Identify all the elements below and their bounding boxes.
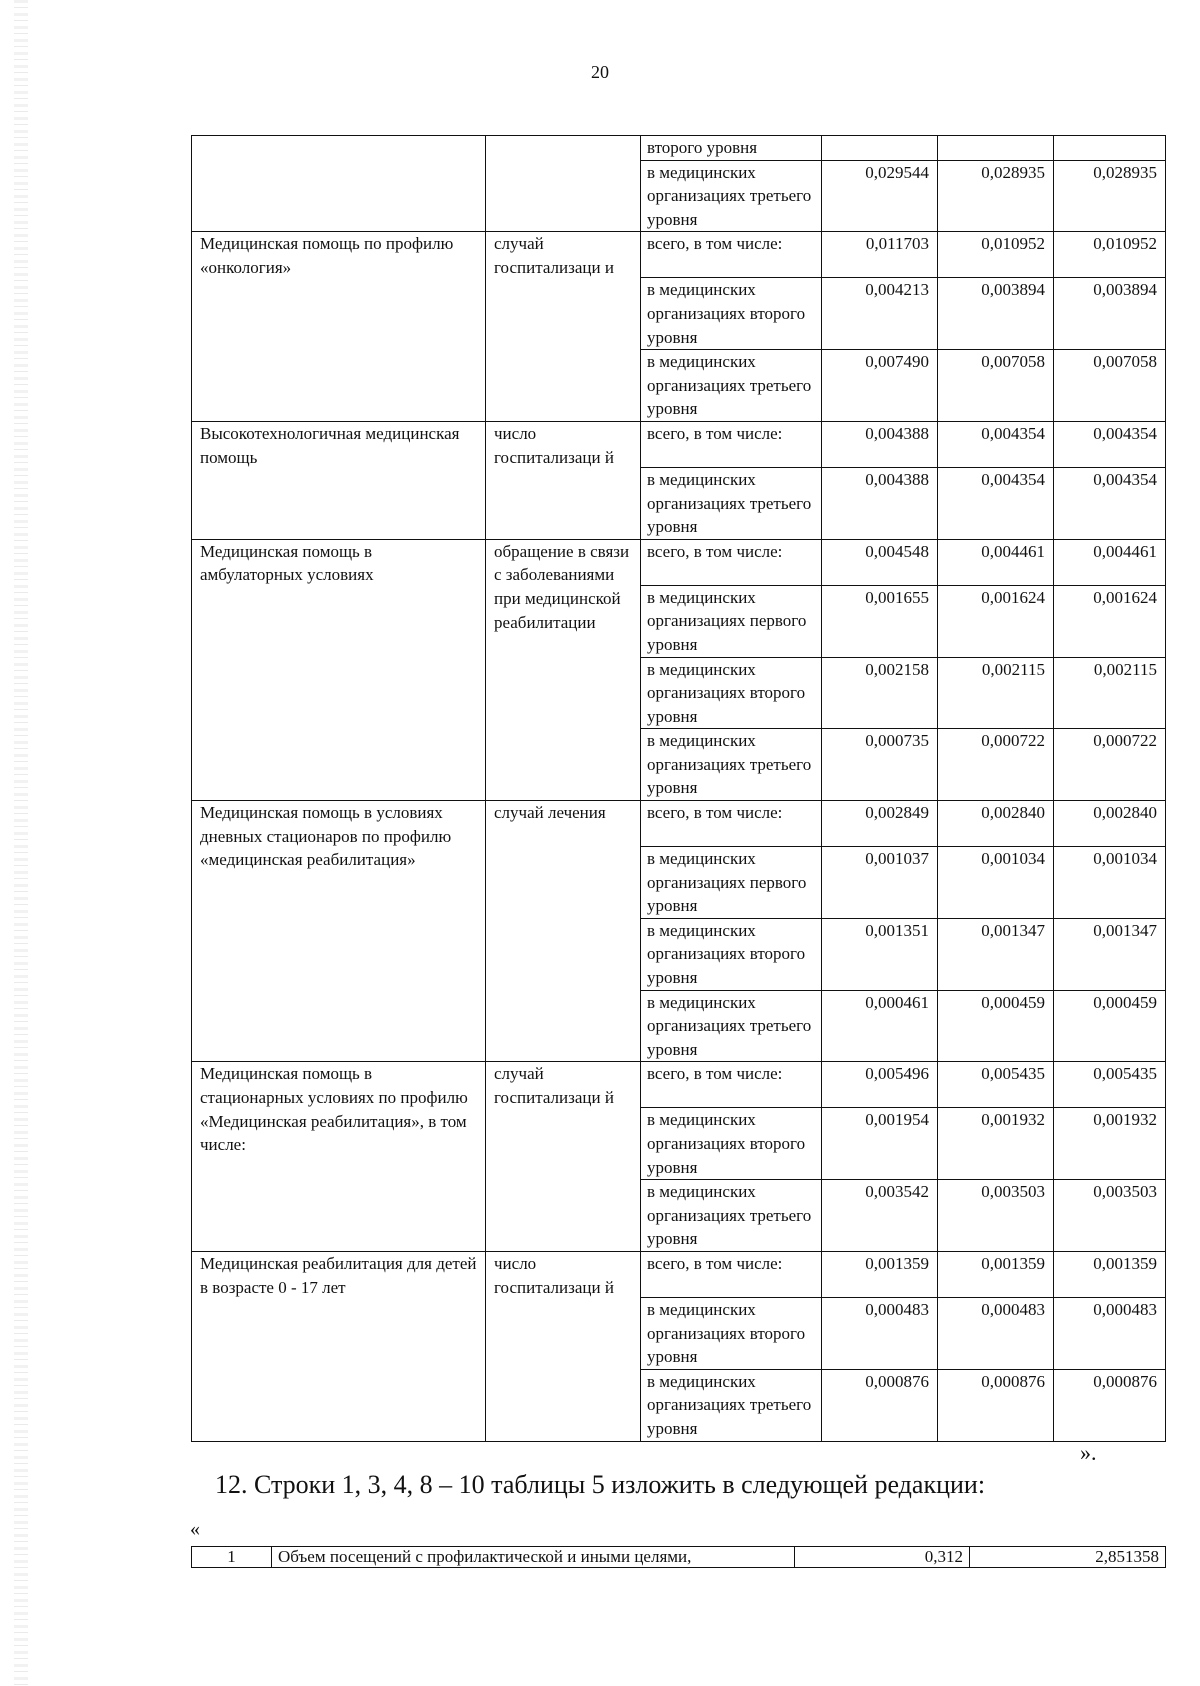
value-cell: 0,001034 [938,847,1054,919]
value-cell: 0,004461 [1054,539,1166,585]
breakdown-cell: всего, в том числе: [641,1251,822,1297]
table-row [192,1547,1166,1568]
breakdown-cell: в медицинских организациях второго уровня [641,1108,822,1180]
unit-cell: число госпитализаци й [486,421,641,539]
section-heading: 12. Строки 1, 3, 4, 8 – 10 таблицы 5 изложить в следующей редакции: [214,1470,986,1499]
breakdown-cell: всего, в том числе: [641,421,822,467]
closing-quote: ». [1080,1440,1097,1465]
value-cell: 0,001359 [1054,1251,1166,1297]
breakdown-cell: всего, в том числе: [641,801,822,847]
indicator-name: Медицинская помощь в стационарных условиях по профилю «Медицинская реабилитация», в том числе: [192,1062,486,1252]
breakdown-cell: в медицинских организациях второго уровня [641,918,822,990]
value-cell: 0,000722 [938,729,1054,801]
value-cell: 0,000483 [938,1297,1054,1369]
value-cell: 0,028935 [938,160,1054,232]
breakdown-cell: всего, в том числе: [641,539,822,585]
indicators-table [191,135,1166,1442]
value-cell: 0,010952 [938,232,1054,278]
row-value-2: 2,851358 [970,1547,1166,1568]
value-cell: 0,003503 [938,1180,1054,1252]
value-cell: 0,004388 [822,421,938,467]
value-cell: 0,000459 [938,990,1054,1062]
value-cell: 0,000461 [822,990,938,1062]
indicator-name: Медицинская помощь в амбулаторных условиях [192,539,486,800]
value-cell: 0,000722 [1054,729,1166,801]
breakdown-cell: в медицинских организациях второго уровня [641,278,822,350]
table5-excerpt [191,1546,1166,1568]
value-cell: 0,010952 [1054,232,1166,278]
value-cell: 0,002840 [938,801,1054,847]
table-row [192,136,1166,161]
breakdown-cell: всего, в том числе: [641,232,822,278]
breakdown-cell: в медицинских организациях второго уровня [641,657,822,729]
row-number: 1 [192,1547,272,1568]
value-cell: 0,003894 [938,278,1054,350]
value-cell: 0,004213 [822,278,938,350]
value-cell: 0,000459 [1054,990,1166,1062]
breakdown-cell: в медицинских организациях третьего уровня [641,350,822,422]
value-cell: 0,003503 [1054,1180,1166,1252]
value-cell: 0,005496 [822,1062,938,1108]
breakdown-cell: в медицинских организациях третьего уровня [641,729,822,801]
value-cell: 0,001037 [822,847,938,919]
indicator-name: Медицинская помощь по профилю «онкология» [192,232,486,422]
value-cell: 0,001954 [822,1108,938,1180]
row-text: Объем посещений с профилактической и иными целями, [272,1547,795,1568]
unit-cell: обращение в связи с заболеваниями при медицинской реабилитации [486,539,641,800]
value-cell: 0,001359 [938,1251,1054,1297]
value-cell: 0,004388 [822,467,938,539]
indicator-name [192,136,486,232]
value-cell: 0,007490 [822,350,938,422]
breakdown-cell: в медицинских организациях третьего уровня [641,467,822,539]
scan-edge [14,0,28,1686]
value-cell: 0,002840 [1054,801,1166,847]
opening-quote: « [190,1518,200,1540]
value-cell [1054,136,1166,161]
indicator-name: Медицинская реабилитация для детей в возрасте 0 - 17 лет [192,1251,486,1441]
value-cell: 0,000483 [1054,1297,1166,1369]
value-cell: 0,000876 [1054,1369,1166,1441]
indicator-name: Медицинская помощь в условиях дневных стационаров по профилю «медицинская реабилитация» [192,801,486,1062]
value-cell [822,136,938,161]
value-cell: 0,000735 [822,729,938,801]
value-cell: 0,001624 [938,585,1054,657]
table-row [192,1062,1166,1108]
breakdown-cell: в медицинских организациях третьего уровня [641,990,822,1062]
breakdown-cell: в медицинских организациях первого уровня [641,847,822,919]
value-cell: 0,003542 [822,1180,938,1252]
value-cell: 0,004354 [938,467,1054,539]
value-cell: 0,002849 [822,801,938,847]
unit-cell: случай госпитализаци и [486,232,641,422]
value-cell: 0,004461 [938,539,1054,585]
value-cell: 0,001351 [822,918,938,990]
row-value-1: 0,312 [795,1547,970,1568]
value-cell: 0,004354 [938,421,1054,467]
value-cell: 0,001347 [1054,918,1166,990]
value-cell: 0,001932 [1054,1108,1166,1180]
value-cell: 0,029544 [822,160,938,232]
value-cell: 0,004354 [1054,421,1166,467]
value-cell: 0,028935 [1054,160,1166,232]
value-cell: 0,001034 [1054,847,1166,919]
value-cell: 0,000876 [822,1369,938,1441]
table-row [192,1251,1166,1297]
value-cell: 0,011703 [822,232,938,278]
unit-cell [486,136,641,232]
breakdown-cell: в медицинских организациях первого уровня [641,585,822,657]
breakdown-cell: всего, в том числе: [641,1062,822,1108]
value-cell: 0,002115 [1054,657,1166,729]
indicator-name: Высокотехнологичная медицинская помощь [192,421,486,539]
unit-cell: случай лечения [486,801,641,1062]
value-cell: 0,001359 [822,1251,938,1297]
value-cell: 0,001655 [822,585,938,657]
value-cell: 0,001932 [938,1108,1054,1180]
value-cell: 0,005435 [1054,1062,1166,1108]
value-cell [938,136,1054,161]
breakdown-cell: в медицинских организациях третьего уровня [641,1180,822,1252]
unit-cell: число госпитализаци й [486,1251,641,1441]
value-cell: 0,001624 [1054,585,1166,657]
table-row [192,232,1166,278]
table-row [192,539,1166,585]
value-cell: 0,002158 [822,657,938,729]
value-cell: 0,007058 [938,350,1054,422]
breakdown-cell: в медицинских организациях третьего уровня [641,160,822,232]
breakdown-cell: второго уровня [641,136,822,161]
value-cell: 0,001347 [938,918,1054,990]
breakdown-cell: в медицинских организациях второго уровня [641,1297,822,1369]
unit-cell: случай госпитализаци й [486,1062,641,1252]
value-cell: 0,007058 [1054,350,1166,422]
value-cell: 0,004548 [822,539,938,585]
table-row [192,801,1166,847]
value-cell: 0,000483 [822,1297,938,1369]
value-cell: 0,004354 [1054,467,1166,539]
table-row [192,421,1166,467]
table-body [192,136,1166,1442]
value-cell: 0,002115 [938,657,1054,729]
value-cell: 0,005435 [938,1062,1054,1108]
value-cell: 0,003894 [1054,278,1166,350]
breakdown-cell: в медицинских организациях третьего уровня [641,1369,822,1441]
value-cell: 0,000876 [938,1369,1054,1441]
page-number: 20 [591,62,609,82]
